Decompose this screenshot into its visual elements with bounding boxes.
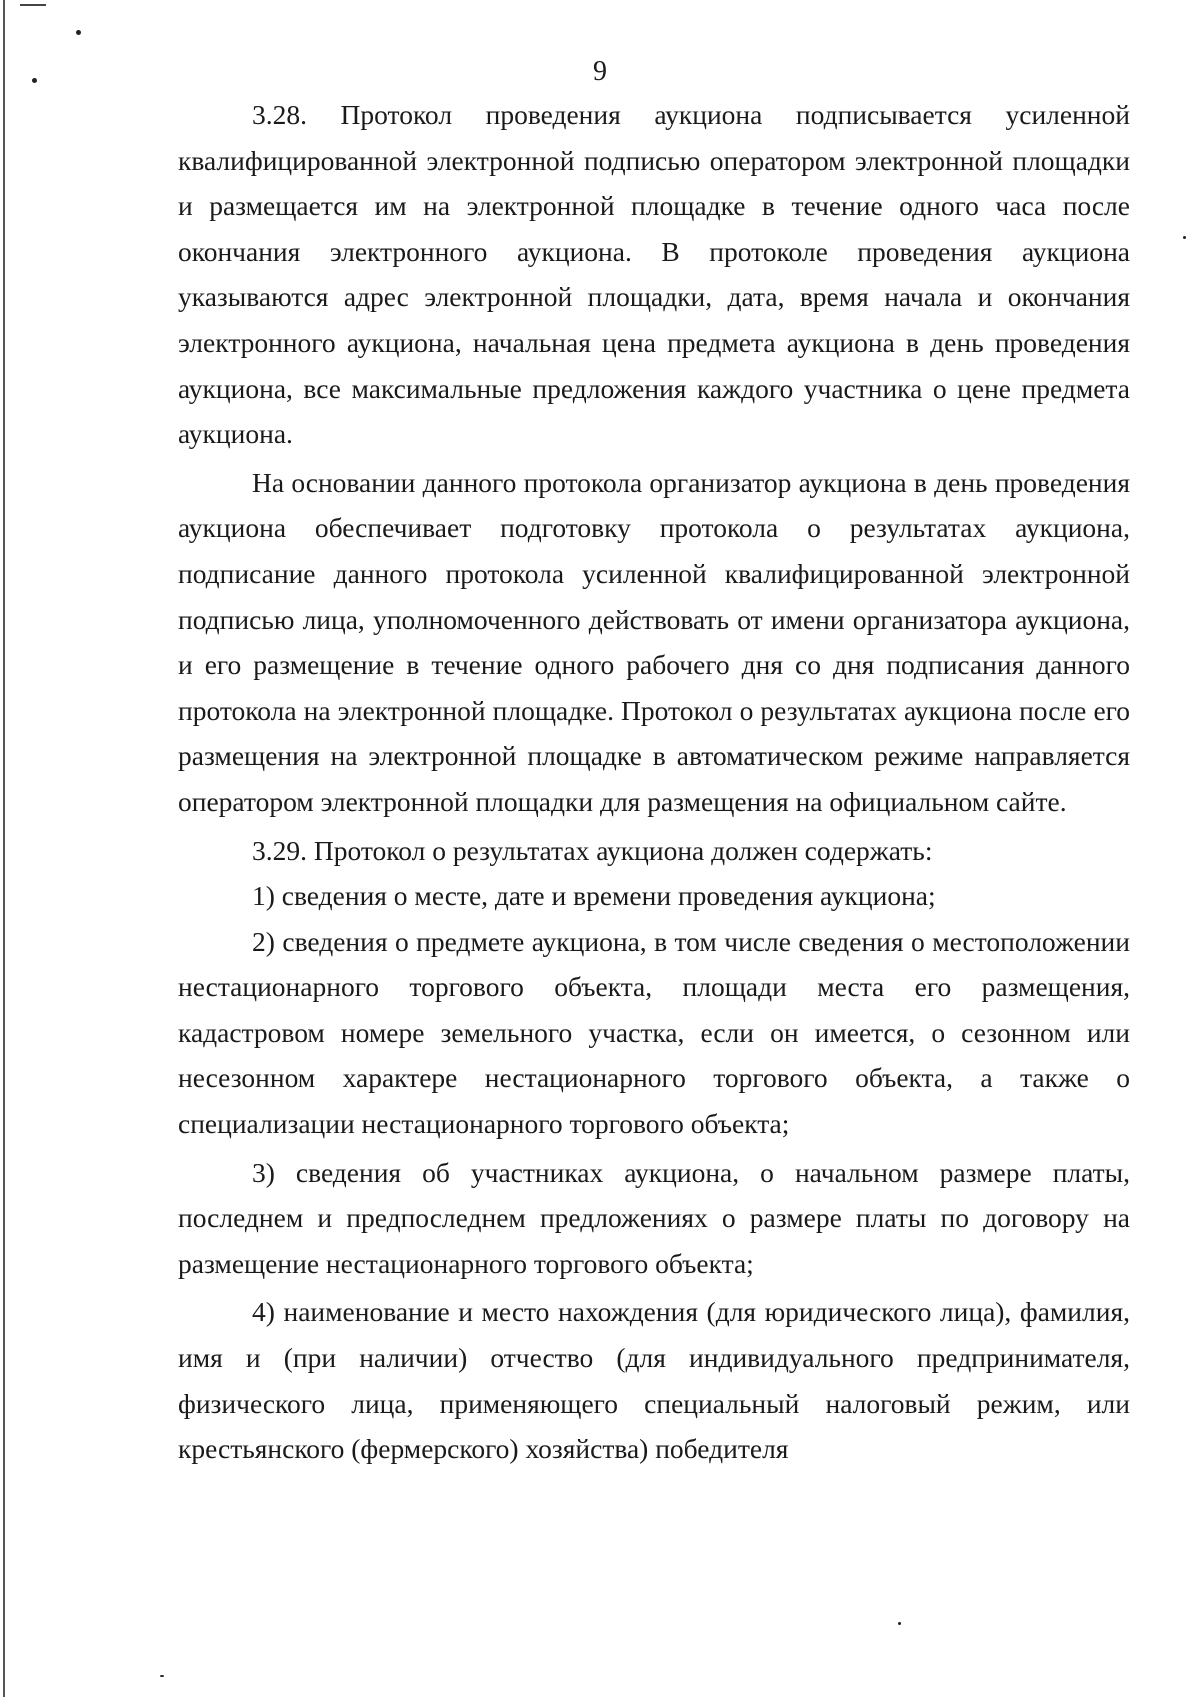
scan-speck (76, 30, 81, 35)
page-number: 9 (593, 56, 607, 87)
list-item-2: 2) сведения о предмете аукциона, в том числе сведения о местоположении нестационарного торгового объекта, площади места его размещения, кадастровом номере земельного участка, если он имеется, о сезонном или несезонном характере нестационарного торгового объекта, а также о специализации нестационарного торгового объекта; (178, 925, 1130, 1140)
paragraph-protocol-basis: На основании данного протокола организатор аукциона в день проведения аукциона обеспечивает подготовку протокола о результатах аукциона, подписание данного протокола усиленной квалифицированной электронной подписью лица, уполномоченного действовать от имени организатора аукциона, и его размещение в течение одного рабочего дня со дня подписания данного протокола на электронной площадке. Протокол о результатах аукциона после его размещения на электронной площадке в автоматическом режиме направляется оператором электронной площадки для размещения на официальном сайте. (178, 466, 1130, 817)
paragraph-3-29: 3.29. Протокол о результатах аукциона должен содержать: (252, 834, 933, 866)
scan-speck (898, 1622, 901, 1625)
list-item-3: 3) сведения об участниках аукциона, о начальном размере платы, последнем и предпоследнем предложениях о размере платы по договору на размещение нестационарного торгового объекта; (178, 1156, 1130, 1279)
paragraph-3-28: 3.28. Протокол проведения аукциона подписывается усиленной квалифицированной электронной подписью оператором электронной площадки и размещается им на электронной площадке в течение одного часа после окончания электронного аукциона. В протоколе проведения аукциона указываются адрес электронной площадки, дата, время начала и окончания электронного аукциона, начальная цена предмета аукциона в день проведения аукциона, все максимальные предложения каждого участника о цене предмета аукциона. (178, 99, 1130, 450)
scan-left-edge (3, 0, 5, 1697)
list-item-1: 1) сведения о месте, дате и времени проведения аукциона; (252, 880, 936, 912)
scan-mark (20, 4, 46, 6)
scan-speck (160, 1675, 164, 1677)
list-item-4: 4) наименование и место нахождения (для юридического лица), фамилия, имя и (при наличии) отчество (для индивидуального предпринимателя, физического лица, применяющего специальный налоговый режим, или крестьянского (фермерского) хозяйства) победителя (178, 1296, 1130, 1465)
document-body (178, 92, 1130, 1472)
scan-speck (1183, 236, 1186, 239)
